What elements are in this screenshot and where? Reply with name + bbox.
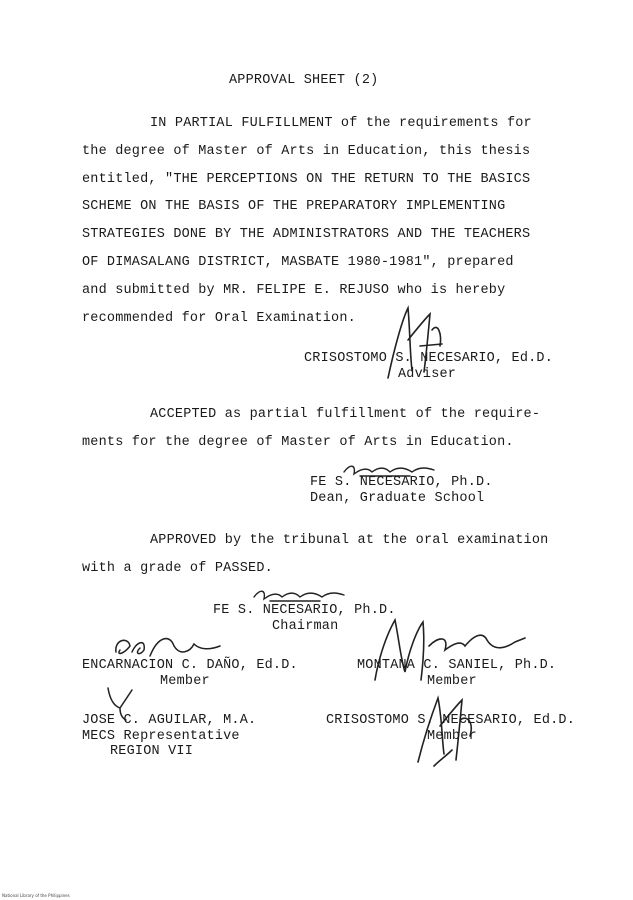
chairman-signature [250, 585, 350, 605]
member1-role: Member [160, 674, 210, 689]
member3-name: CRISOSTOMO S. NECESARIO, Ed.D. [326, 713, 576, 728]
chairman-role: Chairman [272, 619, 339, 634]
paragraph3-line: APPROVED by the tribunal at the oral examination [150, 533, 549, 548]
mecs-rep-role: MECS Representative [82, 729, 240, 744]
page-title: APPROVAL SHEET (2) [229, 73, 379, 88]
member3-role: Member [427, 729, 477, 744]
dean-role: Dean, Graduate School [310, 491, 485, 506]
paragraph1-line: the degree of Master of Arts in Education, this thesis [82, 144, 531, 159]
member2-name: MONTANA C. SANIEL, Ph.D. [357, 658, 557, 673]
adviser-role: Adviser [398, 367, 457, 382]
mecs-rep-region: REGION VII [110, 744, 194, 759]
member2-role: Member [427, 674, 477, 689]
paragraph1-line: and submitted by MR. FELIPE E. REJUSO who is hereby [82, 283, 506, 298]
paragraph1-line: IN PARTIAL FULFILLMENT of the requirements for [150, 116, 532, 131]
member1-name: ENCARNACION C. DAÑO, Ed.D. [82, 658, 298, 673]
dean-name: FE S. NECESARIO, Ph.D. [310, 475, 493, 490]
adviser-name: CRISOSTOMO S. NECESARIO, Ed.D. [304, 351, 554, 366]
paragraph2-line: ments for the degree of Master of Arts in Education. [82, 435, 514, 450]
paragraph1-line: STRATEGIES DONE BY THE ADMINISTRATORS AND THE TEACHERS [82, 227, 531, 242]
paragraph1-line: SCHEME ON THE BASIS OF THE PREPARATORY IMPLEMENTING [82, 199, 506, 214]
paragraph1-line: recommended for Oral Examination. [82, 311, 356, 326]
paragraph1-line: OF DIMASALANG DISTRICT, MASBATE 1980-1981", prepared [82, 255, 514, 270]
chairman-name: FE S. NECESARIO, Ph.D. [213, 603, 396, 618]
paragraph2-line: ACCEPTED as partial fulfillment of the require- [150, 407, 541, 422]
mecs-rep-name: JOSE C. AGUILAR, M.A. [82, 713, 257, 728]
paragraph1-line: entitled, "THE PERCEPTIONS ON THE RETURN TO THE BASICS [82, 172, 531, 187]
paragraph3-line: with a grade of PASSED. [82, 561, 273, 576]
footer-text: National Library of the Philippines [2, 893, 70, 898]
